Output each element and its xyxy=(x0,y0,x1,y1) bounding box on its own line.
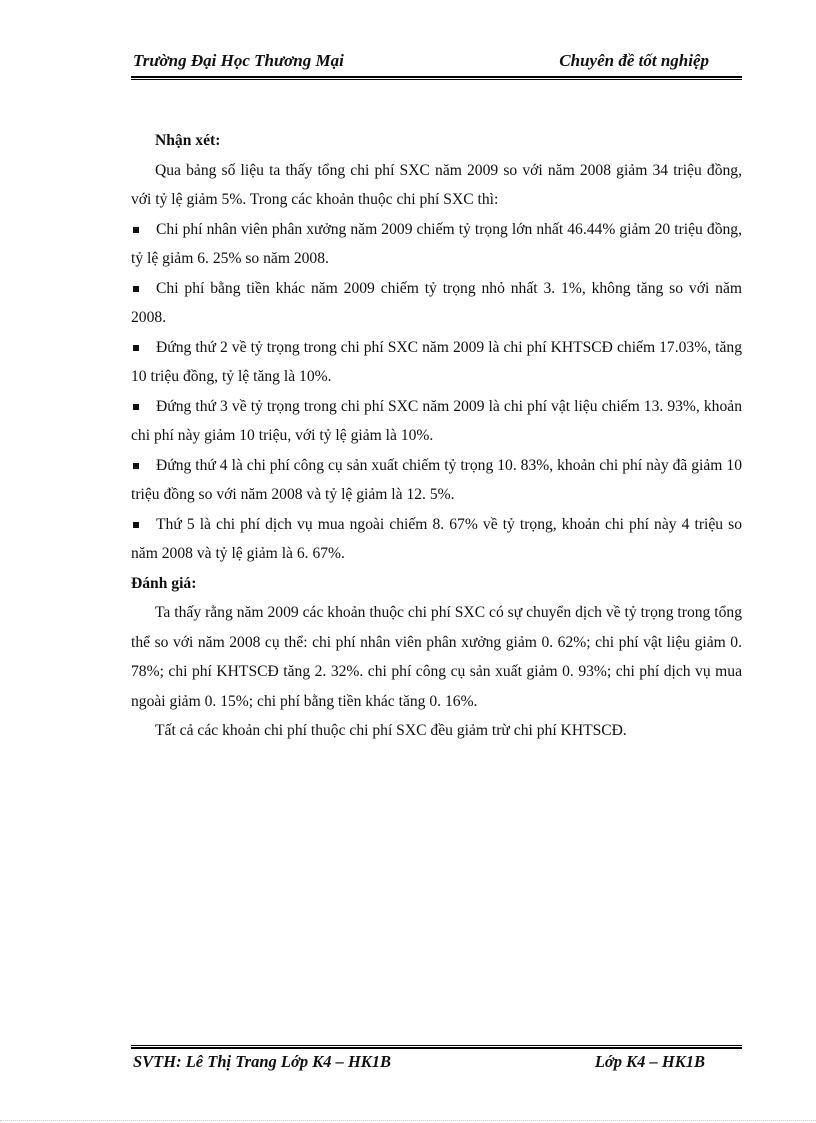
bullet-item xyxy=(131,215,742,274)
page-footer xyxy=(133,1052,742,1076)
bullet-text: Thứ 5 là chi phí dịch vụ mua ngoài chiếm 8. 67% về tỷ trọng, khoản chi phí này 4 triệu so năm 2008 và tỷ lệ giảm là 6. 67%. xyxy=(131,515,742,562)
section-heading-remarks: Nhận xét: xyxy=(155,132,221,149)
bullet-square-icon xyxy=(133,345,139,351)
conclusion-paragraph: Tất cả các khoản chi phí thuộc chi phí SXC đều giảm trừ chi phí KHTSCĐ. xyxy=(155,722,627,739)
bullet-text: Đứng thứ 3 về tỷ trọng trong chi phí SXC năm 2009 là chi phí vật liệu chiếm 13. 93%, khoản chi phí này giảm 10 triệu, với tỷ lệ giảm là 10%. xyxy=(131,397,742,444)
bullet-text: Đứng thứ 4 là chi phí công cụ sản xuất chiếm tỷ trọng 10. 83%, khoản chi phí này đã giảm 10 triệu đồng so với năm 2008 và tỷ lệ giảm là 12. 5%. xyxy=(131,456,742,503)
bullet-item xyxy=(131,510,742,569)
page-body xyxy=(131,126,742,746)
bullet-square-icon xyxy=(133,404,139,410)
section-heading-assessment: Đánh giá: xyxy=(131,574,197,592)
bullet-square-icon xyxy=(133,522,139,528)
bullet-square-icon xyxy=(133,286,139,292)
bullet-square-icon xyxy=(133,463,139,469)
footer-class-info: Lớp K4 – HK1B xyxy=(594,1052,705,1071)
bullet-item xyxy=(131,451,742,510)
footer-student-info: SVTH: Lê Thị Trang Lớp K4 – HK1B xyxy=(133,1052,392,1071)
bullet-text: Đứng thứ 2 về tỷ trọng trong chi phí SXC năm 2009 là chi phí KHTSCĐ chiếm 17.03%, tăng 10 triệu đồng, tỷ lệ tăng là 10%. xyxy=(131,338,742,385)
footer-divider xyxy=(131,1045,742,1049)
bullet-text: Chi phí nhân viên phân xưởng năm 2009 chiếm tỷ trọng lớn nhất 46.44% giảm 20 triệu đồng, tỷ lệ giảm 6. 25% so năm 2008. xyxy=(131,220,742,267)
header-divider xyxy=(131,76,742,80)
header-document-type: Chuyên đề tốt nghiệp xyxy=(559,51,709,70)
header-school-name: Trường Đại Học Thương Mại xyxy=(133,51,344,70)
bullet-item xyxy=(131,333,742,392)
assessment-paragraph: Ta thấy rằng năm 2009 các khoản thuộc chi phí SXC có sự chuyển dịch về tỷ trọng trong tổng thể so với năm 2008 cụ thể: chi phí nhân viên phân xưởng giảm 0. 62%; chi phí vật liệu giảm 0. 78%; chi phí KHTSCĐ tăng 2. 32%. chi phí công cụ sản xuất giảm 0. 93%; chi phí dịch vụ mua ngoài giảm 0. 15%; chi phí bằng tiền khác tăng 0. 16%. xyxy=(131,604,742,710)
bullet-item xyxy=(131,392,742,451)
bullet-item xyxy=(131,274,742,333)
bullet-text: Chi phí bằng tiền khác năm 2009 chiếm tỷ trọng nhỏ nhất 3. 1%, không tăng so với năm 2008. xyxy=(131,279,742,326)
page-edge-divider xyxy=(0,1120,816,1121)
page-header xyxy=(133,51,742,75)
bullet-square-icon xyxy=(133,227,139,233)
intro-paragraph: Qua bảng số liệu ta thấy tổng chi phí SXC năm 2009 so với năm 2008 giảm 34 triệu đồng, với tỷ lệ giảm 5%. Trong các khoản thuộc chi phí SXC thì: xyxy=(131,161,742,208)
